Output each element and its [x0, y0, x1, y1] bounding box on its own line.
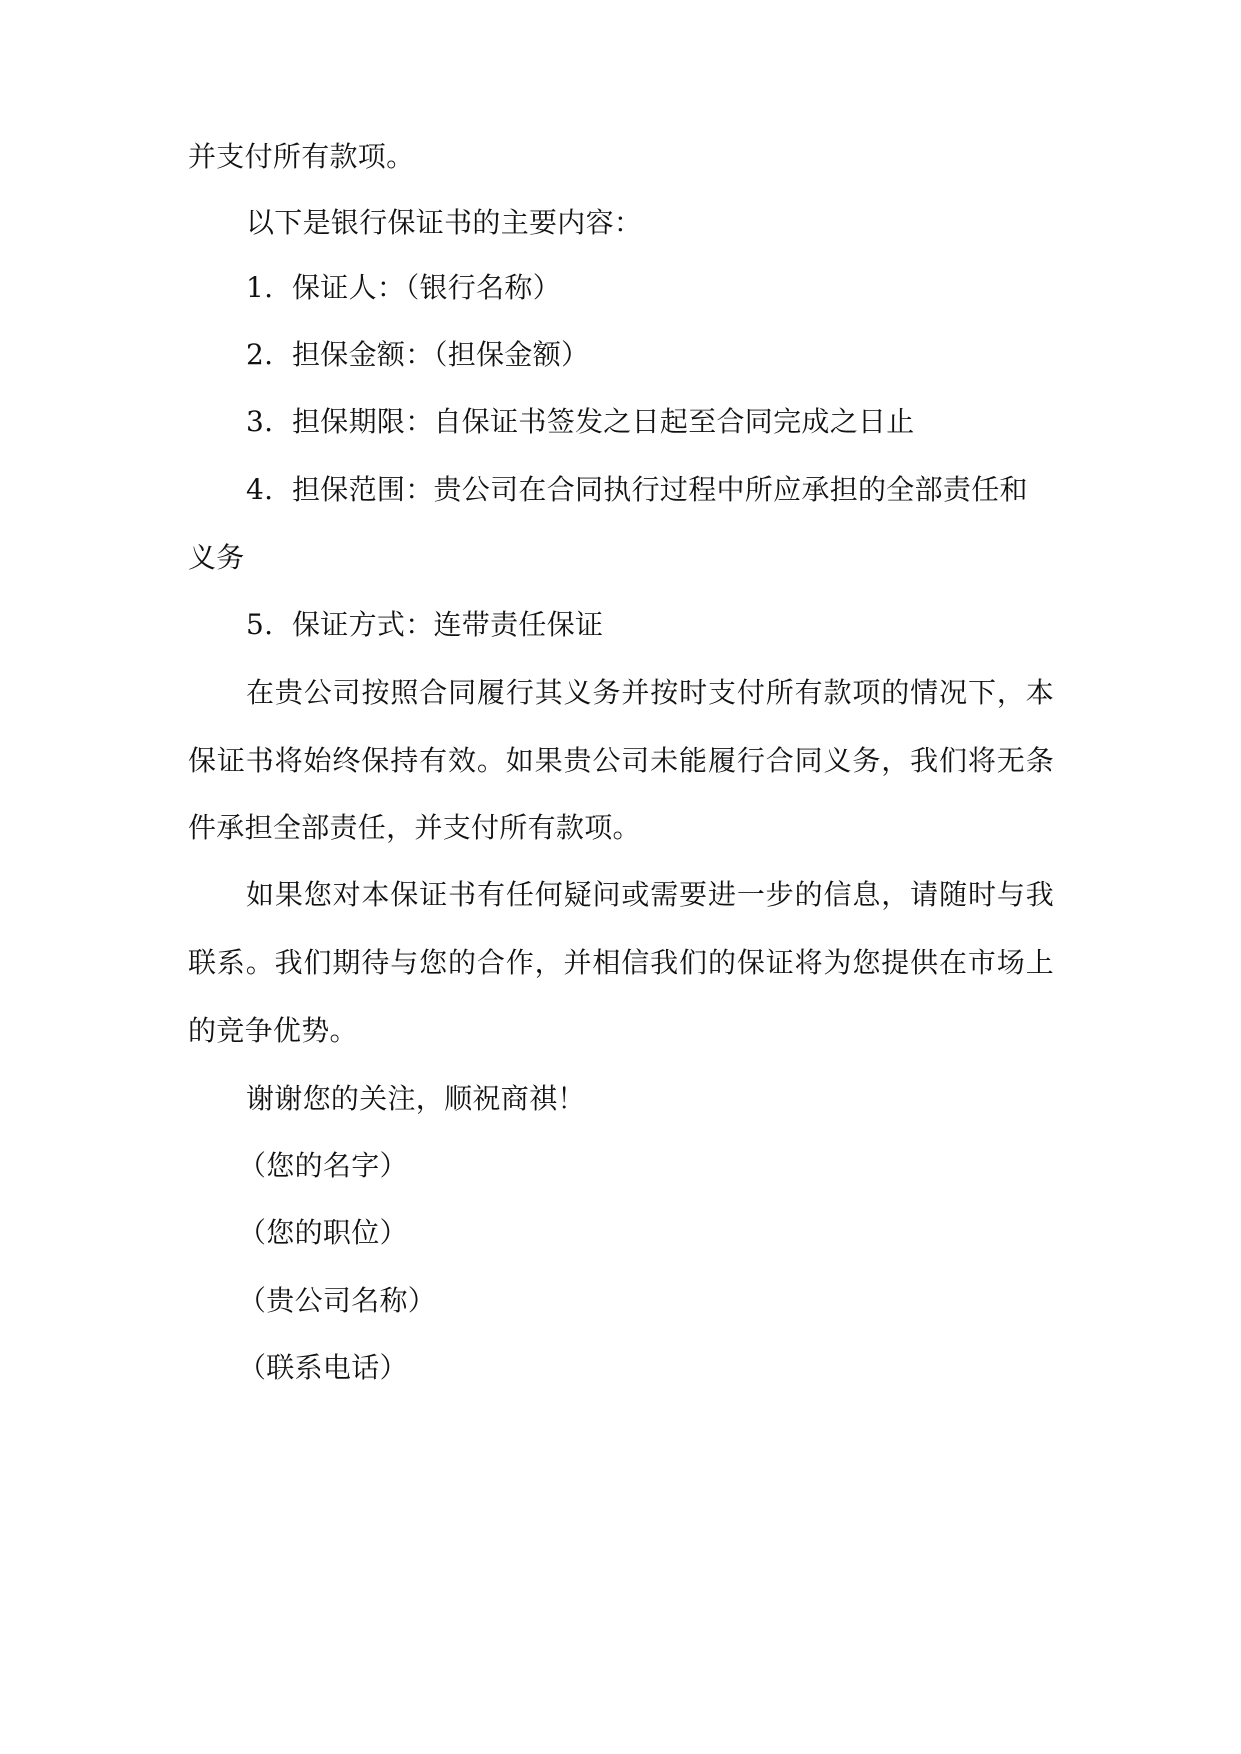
paragraph2-line2: 联系。我们期待与您的合作，并相信我们的保证将为您提供在市场上: [188, 946, 1054, 979]
list-text: 担保期限：自保证书签发之日起至合同完成之日止: [292, 405, 915, 438]
list-text: 保证方式：连带责任保证: [292, 608, 604, 641]
list-text: 担保金额：（担保金额）: [292, 338, 590, 371]
list-number: 3.: [246, 405, 274, 438]
signature-company: （贵公司名称）: [238, 1284, 437, 1317]
list-item-scope-cont: 义务: [188, 541, 245, 574]
list-item-scope: [246, 470, 1028, 510]
list-item-guarantor: [246, 268, 561, 308]
signature-name: （您的名字）: [238, 1149, 408, 1182]
list-number: 4.: [246, 473, 274, 506]
list-item-method: [246, 605, 603, 645]
closing-line: 谢谢您的关注，顺祝商祺！: [246, 1082, 586, 1115]
paragraph1-line1: 在贵公司按照合同履行其义务并按时支付所有款项的情况下，本: [246, 676, 1054, 709]
paragraph1-line3: 件承担全部责任，并支付所有款项。: [188, 811, 641, 844]
paragraph2-line3: 的竞争优势。: [188, 1014, 358, 1047]
continuation-line: 并支付所有款项。: [188, 140, 415, 173]
list-text: 担保范围：贵公司在合同执行过程中所应承担的全部责任和: [292, 473, 1028, 506]
list-number: 1.: [246, 271, 274, 304]
list-text: 保证人：（银行名称）: [292, 271, 562, 304]
paragraph1-line2: 保证书将始终保持有效。如果贵公司未能履行合同义务，我们将无条: [188, 744, 1054, 777]
list-number: 5.: [246, 608, 274, 641]
signature-phone: （联系电话）: [238, 1351, 408, 1384]
intro-line: 以下是银行保证书的主要内容：: [246, 206, 643, 239]
list-item-period: [246, 402, 915, 442]
list-item-amount: [246, 335, 589, 375]
paragraph2-line1: 如果您对本保证书有任何疑问或需要进一步的信息，请随时与我: [246, 878, 1054, 911]
signature-position: （您的职位）: [238, 1216, 408, 1249]
list-number: 2.: [246, 338, 274, 371]
